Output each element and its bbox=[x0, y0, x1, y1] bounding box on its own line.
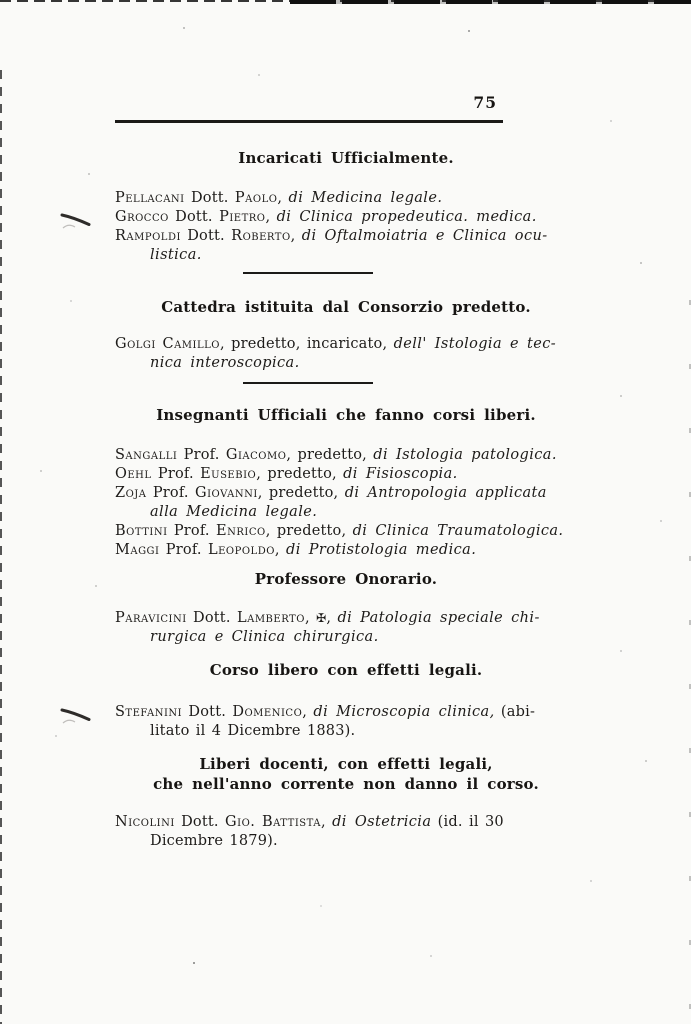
scan-edge-left bbox=[0, 70, 2, 1024]
text-block bbox=[115, 0, 577, 851]
name-smallcaps: Eusebio bbox=[200, 466, 257, 482]
faculty-entry bbox=[115, 522, 577, 541]
entry-line bbox=[115, 522, 577, 541]
faculty-entry-group bbox=[115, 189, 577, 265]
name-smallcaps: Maggi bbox=[115, 542, 160, 558]
name-smallcaps: Roberto bbox=[231, 228, 291, 244]
entry-line bbox=[115, 628, 577, 647]
entry-line bbox=[115, 813, 577, 832]
name-smallcaps: Giacomo bbox=[225, 447, 287, 463]
text-roman: , bbox=[290, 228, 302, 244]
entry-line bbox=[115, 208, 577, 227]
subject-italic: alla Medicina legale. bbox=[150, 504, 318, 520]
entry-line bbox=[115, 609, 577, 628]
faculty-entry bbox=[115, 703, 577, 741]
entry-line bbox=[115, 446, 577, 465]
subject-italic: nica interoscopica. bbox=[150, 355, 300, 371]
section-divider-rule bbox=[243, 382, 373, 384]
faculty-entry bbox=[115, 227, 577, 265]
name-smallcaps: Sangalli bbox=[115, 447, 178, 463]
subject-italic: di Protistologia medica. bbox=[286, 542, 477, 558]
faculty-entry bbox=[115, 189, 577, 208]
text-roman: (id. il 30 bbox=[431, 814, 504, 830]
entry-line bbox=[115, 484, 577, 503]
name-smallcaps: Zoja bbox=[115, 485, 147, 501]
name-smallcaps: Bottini bbox=[115, 523, 168, 539]
subject-italic: di Clinica propedeutica. medica. bbox=[276, 209, 537, 225]
faculty-entry bbox=[115, 609, 577, 647]
name-smallcaps: Pietro bbox=[219, 209, 266, 225]
section-heading bbox=[115, 148, 577, 168]
subject-italic: listica. bbox=[150, 247, 202, 263]
text-roman: , bbox=[320, 814, 333, 830]
name-smallcaps: Oehl bbox=[115, 466, 152, 482]
entry-line bbox=[115, 722, 577, 741]
subject-italic: rurgica e Clinica chirurgica. bbox=[150, 629, 379, 645]
name-smallcaps: Stefanini bbox=[115, 704, 183, 720]
heading-line: che nell'anno corrente non danno il corso. bbox=[153, 775, 539, 793]
heading-line: Insegnanti Ufficiali che fanno corsi liberi. bbox=[156, 406, 536, 424]
text-roman: Prof. bbox=[146, 485, 196, 501]
text-roman: , predetto, bbox=[256, 466, 344, 482]
heading-line: Corso libero con effetti legali. bbox=[209, 661, 483, 679]
name-smallcaps: Paravicini bbox=[115, 610, 187, 626]
subject-italic: di Medicina legale. bbox=[288, 190, 443, 206]
text-roman: (abi- bbox=[494, 704, 536, 720]
subject-italic: di Antropologia applicata bbox=[344, 485, 547, 501]
name-smallcaps: Golgi Camillo bbox=[115, 336, 220, 352]
pencil-mark bbox=[60, 704, 94, 730]
subject-italic: di Microscopia clinica, bbox=[313, 704, 495, 720]
section-heading bbox=[115, 660, 577, 680]
pencil-mark bbox=[60, 209, 94, 235]
text-roman: Dott. bbox=[184, 190, 235, 206]
text-roman: Prof. bbox=[177, 447, 226, 463]
text-roman: litato il 4 Dicembre 1883). bbox=[150, 723, 356, 739]
text-roman: , bbox=[302, 704, 314, 720]
entry-line bbox=[115, 703, 577, 722]
text-roman: , bbox=[326, 610, 338, 626]
section-heading bbox=[115, 297, 577, 317]
name-smallcaps: Paolo bbox=[234, 190, 278, 206]
decoration-cross-icon: ✠ bbox=[316, 611, 327, 625]
subject-italic: di Istologia patologica. bbox=[373, 447, 557, 463]
heading-line: Liberi docenti, con effetti legali, bbox=[199, 755, 493, 773]
faculty-entry-group bbox=[115, 335, 577, 373]
name-smallcaps: Giovanni bbox=[195, 485, 258, 501]
heading-line: Cattedra istituita dal Consorzio predetto. bbox=[161, 298, 531, 316]
text-roman: Dott. bbox=[174, 814, 226, 830]
entry-line bbox=[115, 335, 577, 354]
text-roman: Prof. bbox=[159, 542, 208, 558]
subject-italic: di Patologia speciale chi- bbox=[337, 610, 540, 626]
name-smallcaps: Leopoldo bbox=[208, 542, 275, 558]
entry-line bbox=[115, 246, 577, 265]
faculty-entry bbox=[115, 208, 577, 227]
faculty-entry bbox=[115, 541, 577, 560]
text-roman: , predetto, incaricato, bbox=[219, 336, 394, 352]
faculty-entry bbox=[115, 465, 577, 484]
text-roman: , bbox=[304, 610, 317, 626]
text-roman: , bbox=[265, 209, 277, 225]
subject-italic: di Ostetricia bbox=[332, 814, 432, 830]
section-divider-rule bbox=[243, 272, 373, 274]
section-heading bbox=[115, 405, 577, 425]
text-roman: Prof. bbox=[151, 466, 201, 482]
text-roman: , predetto, bbox=[257, 485, 345, 501]
faculty-entry bbox=[115, 446, 577, 465]
section-heading bbox=[115, 754, 577, 794]
text-roman: , predetto, bbox=[265, 523, 353, 539]
name-smallcaps: Gio. Battista bbox=[225, 814, 321, 830]
name-smallcaps: Domenico bbox=[232, 704, 303, 720]
faculty-entry-group bbox=[115, 609, 577, 647]
text-roman: , bbox=[277, 190, 289, 206]
entry-line bbox=[115, 503, 577, 522]
faculty-entry-group bbox=[115, 813, 577, 851]
name-smallcaps: Rampoldi bbox=[115, 228, 181, 244]
subject-italic: dell' Istologia e tec- bbox=[393, 336, 557, 352]
text-roman: Dott. bbox=[186, 610, 237, 626]
subject-italic: di Clinica Traumatologica. bbox=[352, 523, 564, 539]
name-smallcaps: Lamberto bbox=[236, 610, 305, 626]
name-smallcaps: Enrico bbox=[216, 523, 266, 539]
entry-line bbox=[115, 189, 577, 208]
faculty-entry-group bbox=[115, 446, 577, 560]
page-number: 75 bbox=[473, 93, 497, 112]
entry-line bbox=[115, 227, 577, 246]
entry-line bbox=[115, 354, 577, 373]
name-smallcaps: Pellacani bbox=[115, 190, 185, 206]
name-smallcaps: Nicolini bbox=[115, 814, 175, 830]
entry-line bbox=[115, 465, 577, 484]
entry-line bbox=[115, 541, 577, 560]
heading-line: Professore Onorario. bbox=[254, 570, 438, 588]
section-heading bbox=[115, 569, 577, 589]
text-roman: Dicembre 1879). bbox=[150, 833, 278, 849]
faculty-entry-group bbox=[115, 703, 577, 741]
faculty-entry bbox=[115, 335, 577, 373]
name-smallcaps: Grocco bbox=[115, 209, 169, 225]
subject-italic: di Oftalmoiatria e Clinica ocu- bbox=[301, 228, 548, 244]
text-roman: Dott. bbox=[182, 704, 233, 720]
text-roman: Prof. bbox=[167, 523, 217, 539]
entry-line bbox=[115, 832, 577, 851]
text-roman: , predetto, bbox=[286, 447, 374, 463]
text-roman: Dott. bbox=[168, 209, 220, 225]
faculty-entry bbox=[115, 813, 577, 851]
scan-noise bbox=[0, 0, 2, 2]
faculty-entry bbox=[115, 484, 577, 522]
heading-line: Incaricati Ufficialmente. bbox=[238, 149, 454, 167]
subject-italic: di Fisioscopia. bbox=[343, 466, 458, 482]
text-roman: Dott. bbox=[180, 228, 232, 244]
text-roman: , bbox=[274, 542, 287, 558]
